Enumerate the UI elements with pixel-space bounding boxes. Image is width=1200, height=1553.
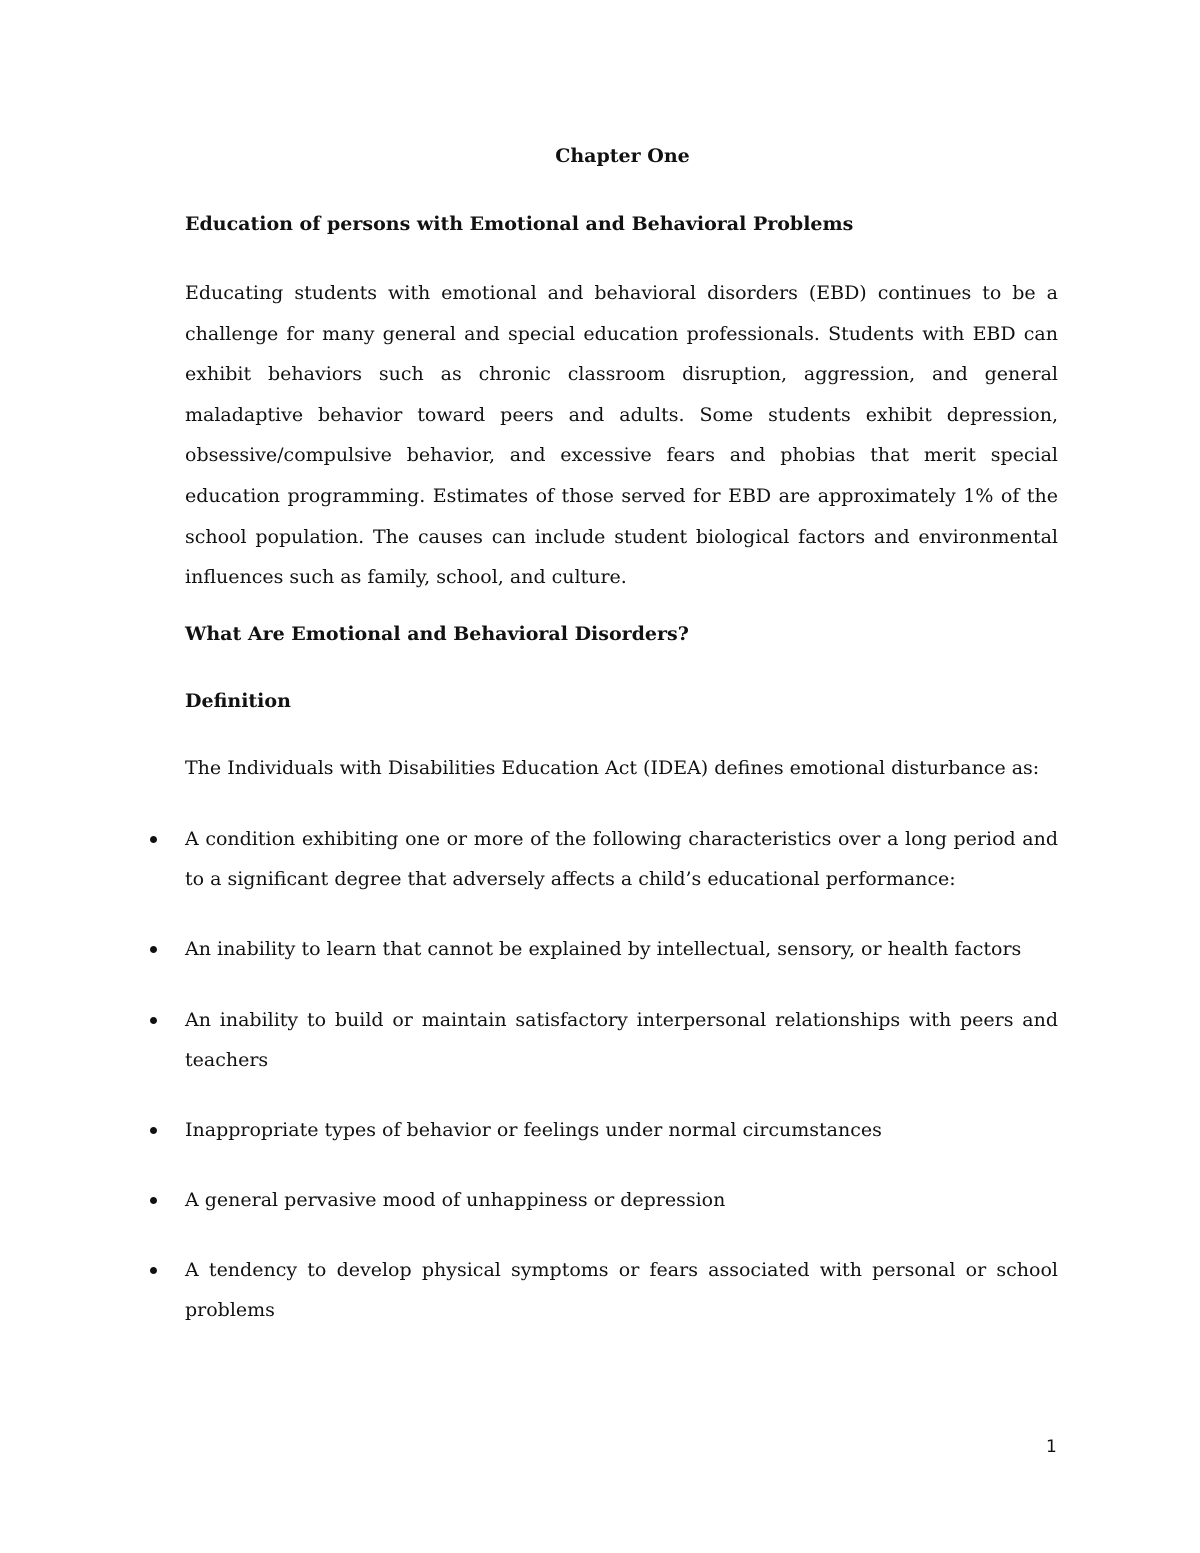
subheading: What Are Emotional and Behavioral Disorders? xyxy=(185,623,689,645)
bullet-item: An inability to learn that cannot be explained by intellectual, sensory, or health factors xyxy=(185,938,1022,960)
bullet-icon xyxy=(147,1110,159,1150)
bullet-item: A general pervasive mood of unhappiness or depression xyxy=(185,1189,726,1211)
definition-heading: Definition xyxy=(185,690,291,712)
bullet-item: Inappropriate types of behavior or feelings under normal circumstances xyxy=(185,1119,882,1141)
page-number: 1 xyxy=(1046,1437,1057,1457)
idea-statement: The Individuals with Disabilities Education Act (IDEA) defines emotional disturbance as: xyxy=(185,757,1040,779)
bullet-item: A condition exhibiting one or more of the following characteristics over a long period and to a significant degree that adversely affects a child’s educational performance: xyxy=(185,828,1058,890)
bullet-item: An inability to build or maintain satisfactory interpersonal relationships with peers and teachers xyxy=(185,1009,1058,1071)
bullet-icon xyxy=(147,819,159,859)
bullet-item: A tendency to develop physical symptoms or fears associated with personal or school problems xyxy=(185,1259,1058,1321)
bullet-icon xyxy=(147,929,159,969)
bullet-icon xyxy=(147,1000,159,1040)
section-heading: Education of persons with Emotional and Behavioral Problems xyxy=(185,213,854,235)
bullet-icon xyxy=(147,1180,159,1220)
bullet-icon xyxy=(147,1250,159,1290)
chapter-title: Chapter One xyxy=(555,145,690,167)
intro-paragraph: Educating students with emotional and behavioral disorders (EBD) continues to be a challenge for many general and special education professionals. Students with EBD can exhibit behaviors such as chronic classroom disruption, aggression, and general maladaptive behavior toward peers and adults. Some students exhibit depression, obsessive/compulsive behavior, and excessive fears and phobias that merit special education programming. Estimates of those served for EBD are approximately 1% of the school population. The causes can include student biological factors and environmental influences such as family, school, and culture. xyxy=(185,282,1058,589)
